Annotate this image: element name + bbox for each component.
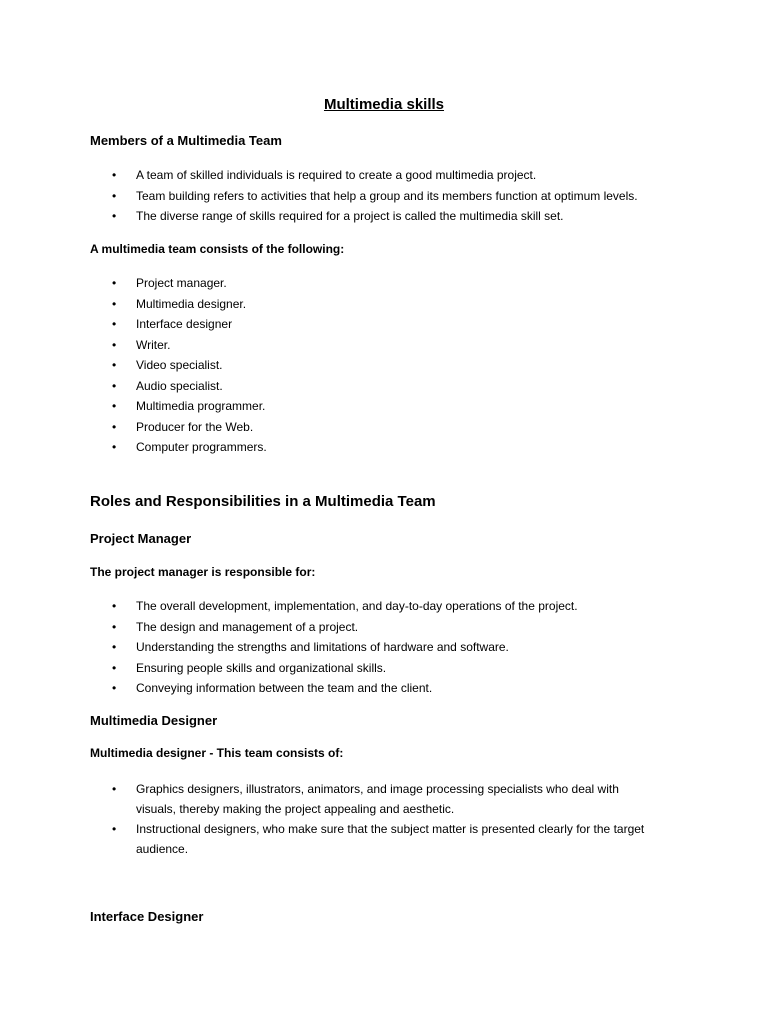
list-item: • The overall development, implementation, and day-to-day operations of the project. xyxy=(90,596,680,617)
multimedia-designer-intro: Multimedia designer - This team consists of: xyxy=(90,746,344,760)
list-item: • The design and management of a project. xyxy=(90,617,680,638)
list-item: • Team building refers to activities that help a group and its members function at optimum levels. xyxy=(90,186,680,207)
subheading-project-manager: Project Manager xyxy=(90,531,192,546)
project-manager-intro: The project manager is responsible for: xyxy=(90,565,316,579)
team-consists-intro: A multimedia team consists of the following: xyxy=(90,242,345,256)
team-members-list xyxy=(90,273,680,458)
list-item: • Project manager. xyxy=(90,273,680,294)
section-heading-roles: Roles and Responsibilities in a Multimedia Team xyxy=(90,493,436,510)
list-item: • Video specialist. xyxy=(90,355,680,376)
list-item: • Audio specialist. xyxy=(90,376,680,397)
list-item: • The diverse range of skills required for a project is called the multimedia skill set. xyxy=(90,206,680,227)
multimedia-designer-list xyxy=(90,779,650,859)
members-intro-list xyxy=(90,165,680,227)
list-item: • Multimedia designer. xyxy=(90,294,680,315)
list-item: • Understanding the strengths and limitations of hardware and software. xyxy=(90,637,680,658)
document-title: Multimedia skills xyxy=(323,96,445,113)
list-item: • Instructional designers, who make sure that the subject matter is presented clearly for the target audience. xyxy=(90,819,650,859)
subheading-interface-designer: Interface Designer xyxy=(90,909,204,924)
list-item: • Graphics designers, illustrators, animators, and image processing specialists who deal with visuals, thereby making the project appealing and aesthetic. xyxy=(90,779,650,819)
subheading-multimedia-designer: Multimedia Designer xyxy=(90,713,218,728)
section-heading-members: Members of a Multimedia Team xyxy=(90,133,282,148)
list-item: • A team of skilled individuals is required to create a good multimedia project. xyxy=(90,165,680,186)
list-item: • Writer. xyxy=(90,335,680,356)
list-item: • Producer for the Web. xyxy=(90,417,680,438)
list-item: • Computer programmers. xyxy=(90,437,680,458)
list-item: • Conveying information between the team and the client. xyxy=(90,678,680,699)
list-item: • Multimedia programmer. xyxy=(90,396,680,417)
list-item: • Interface designer xyxy=(90,314,680,335)
list-item: • Ensuring people skills and organizational skills. xyxy=(90,658,680,679)
project-manager-list xyxy=(90,596,680,699)
